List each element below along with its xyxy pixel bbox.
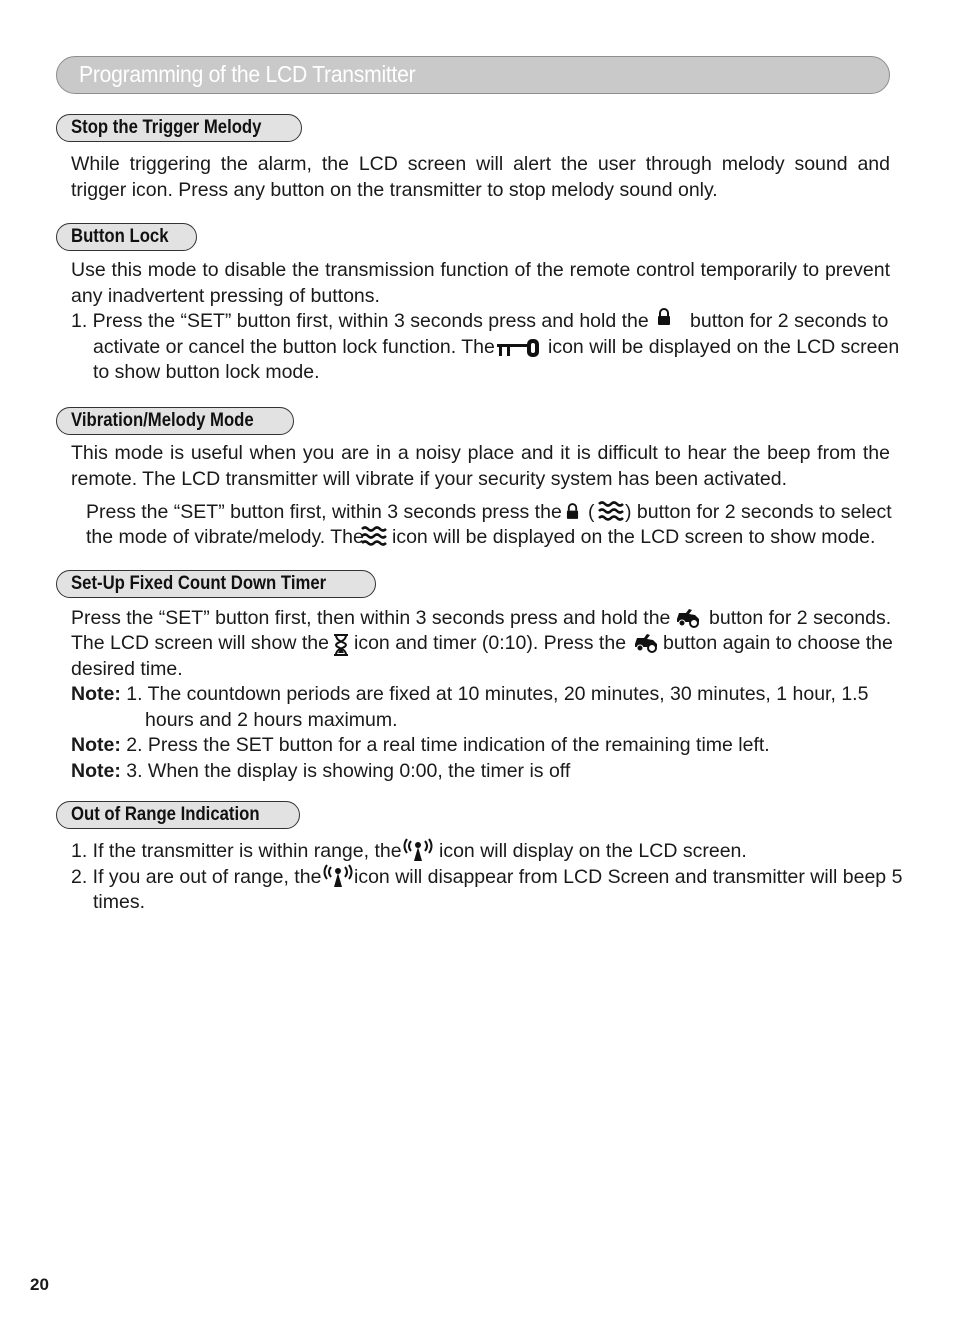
- antenna-signal-icon: [323, 864, 353, 888]
- step-line: button again to choose the: [663, 632, 893, 654]
- page-title: Programming of the LCD Transmitter: [79, 61, 416, 87]
- list-item: times.: [93, 891, 146, 913]
- paragraph-line: trigger icon. Press any button on the transmitter to stop melody sound only.: [71, 179, 718, 201]
- step-line: icon will be displayed on the LCD screen: [548, 336, 900, 358]
- section-heading-out-of-range: Out of Range Indication: [56, 801, 300, 829]
- note-label: Note:: [71, 760, 121, 782]
- section-heading-stop-trigger-melody: Stop the Trigger Melody: [56, 114, 302, 142]
- step-line: button for 2 seconds to: [690, 310, 889, 332]
- section-heading-vibration-melody-mode: Vibration/Melody Mode: [56, 407, 294, 435]
- page-number: 20: [30, 1275, 49, 1294]
- paragraph-line: This mode is useful when you are in a noisy place and it is difficult to hear the beep from the: [71, 442, 890, 464]
- padlock-icon: [566, 503, 579, 520]
- step-line: ) button for 2 seconds to select: [625, 501, 892, 523]
- padlock-icon: [657, 308, 671, 326]
- antenna-signal-icon: [403, 838, 433, 862]
- car-trunk-icon: [675, 606, 701, 628]
- step-line: button for 2 seconds.: [709, 607, 892, 629]
- step-line: The LCD screen will show the: [71, 632, 329, 654]
- step-line: Press the “SET” button first, within 3 seconds press the: [86, 501, 562, 523]
- section-heading-button-lock: Button Lock: [56, 223, 197, 251]
- step-line: icon and timer (0:10). Press the: [354, 632, 627, 654]
- vibration-wave-icon: [360, 525, 388, 547]
- step-line: activate or cancel the button lock function. The: [93, 336, 495, 358]
- note-line: Note: 1. The countdown periods are fixed at 10 minutes, 20 minutes, 30 minutes, 1 hour, 1.5: [71, 683, 869, 705]
- vibration-wave-icon: [597, 500, 625, 522]
- paragraph-line: Use this mode to disable the transmission function of the remote control temporarily to prevent: [71, 259, 890, 281]
- list-item: icon will display on the LCD screen.: [439, 840, 747, 862]
- step-line: to show button lock mode.: [93, 361, 320, 383]
- step-line: Press the “SET” button first, then within 3 seconds press and hold the: [71, 607, 671, 629]
- list-item: icon will disappear from LCD Screen and transmitter will beep 5: [354, 866, 903, 888]
- list-item: 1. If the transmitter is within range, the: [71, 840, 402, 862]
- paragraph-line: remote. The LCD transmitter will vibrate if your security system has been activated.: [71, 468, 787, 490]
- paragraph-line: any inadvertent pressing of buttons.: [71, 285, 380, 307]
- note-label: Note:: [71, 734, 121, 756]
- key-lock-icon: [495, 337, 541, 359]
- note-label: Note:: [71, 683, 121, 705]
- car-trunk-icon: [633, 631, 659, 653]
- section-heading-count-down-timer: Set-Up Fixed Count Down Timer: [56, 570, 376, 598]
- note-line: hours and 2 hours maximum.: [145, 709, 398, 731]
- note-line: Note: 2. Press the SET button for a real time indication of the remaining time left.: [71, 734, 770, 756]
- step-line: the mode of vibrate/melody. The: [86, 526, 364, 548]
- note-line: Note: 3. When the display is showing 0:00, the timer is off: [71, 760, 571, 782]
- step-line: 1. Press the “SET” button first, within 3 seconds press and hold the: [71, 310, 649, 332]
- paragraph-line: While triggering the alarm, the LCD screen will alert the user through melody sound and: [71, 153, 890, 175]
- page-header: [56, 56, 890, 94]
- hourglass-icon: [332, 633, 350, 657]
- list-item: 2. If you are out of range, the: [71, 866, 322, 888]
- step-line: icon will be displayed on the LCD screen to show mode.: [392, 526, 876, 548]
- step-line: (: [588, 501, 595, 523]
- step-line: desired time.: [71, 658, 183, 680]
